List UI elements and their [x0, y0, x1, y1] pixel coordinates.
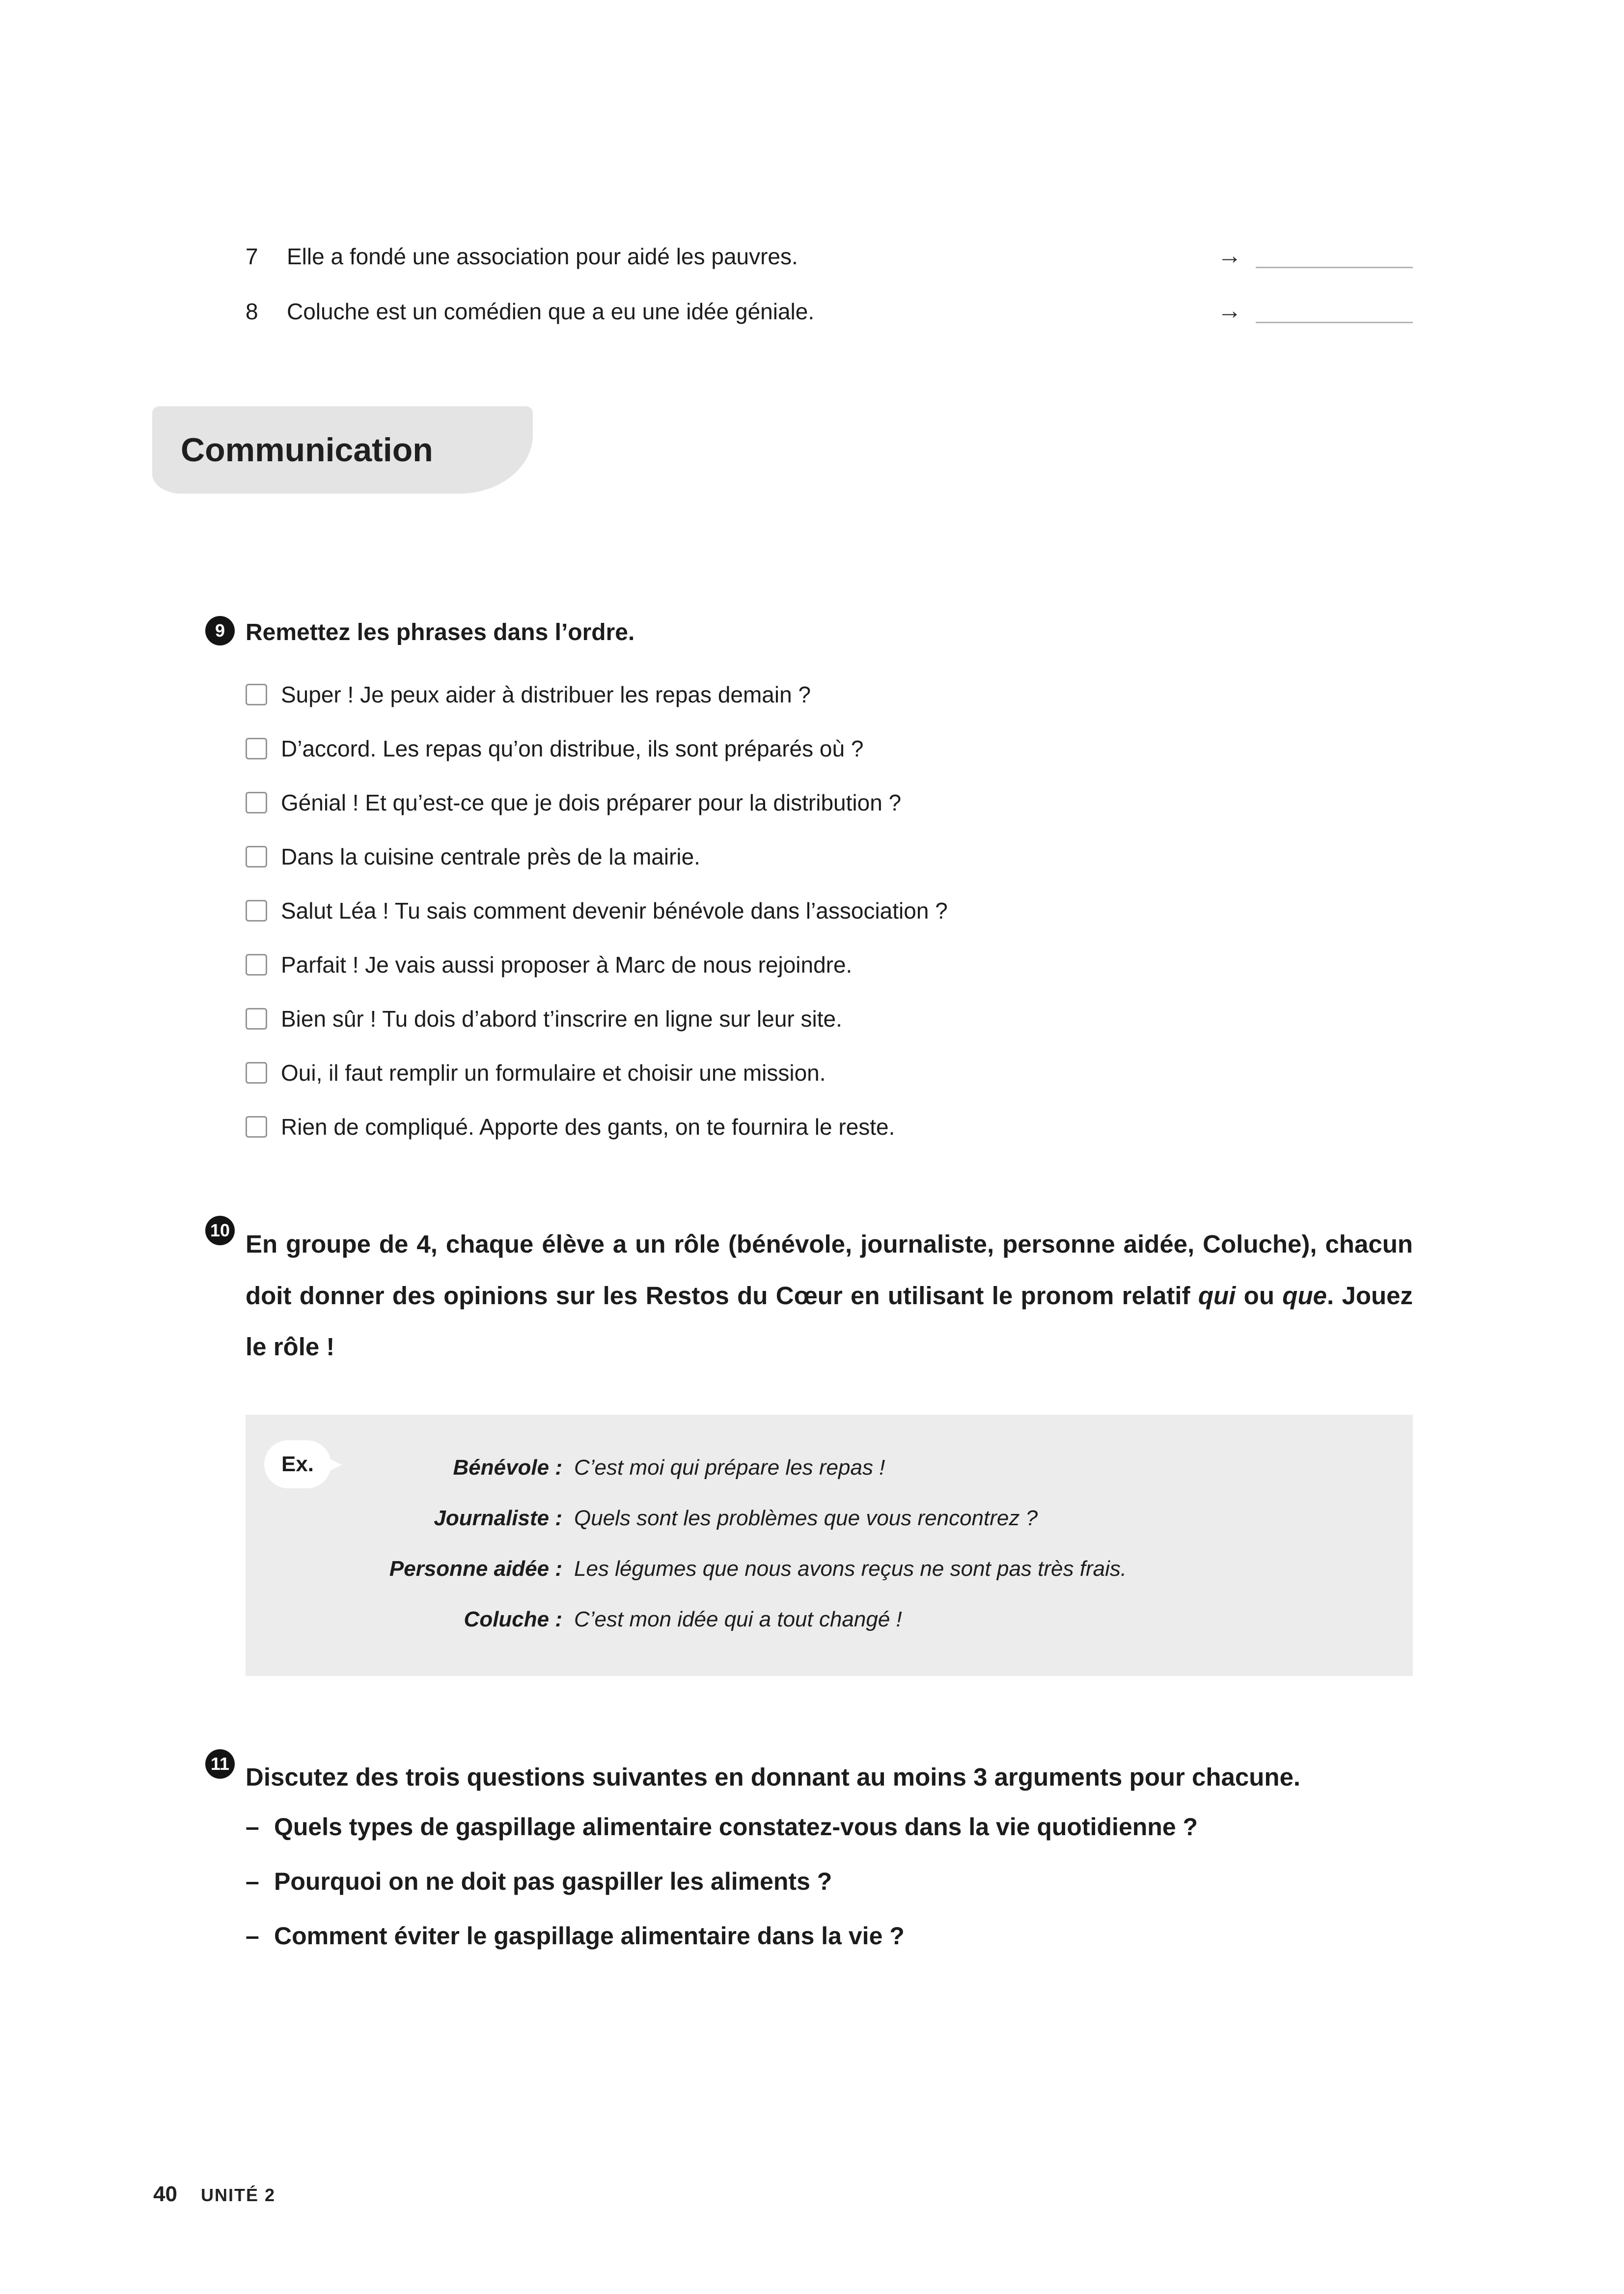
checkbox-item: [246, 843, 1413, 870]
exercise-instruction: [246, 1219, 1413, 1373]
exercise-10: [210, 1219, 1413, 1676]
order-checkbox: [246, 1116, 267, 1138]
question-item: [246, 1866, 1413, 1898]
item-text: Bien sûr ! Tu dois d’abord t’inscrire en ligne sur leur site.: [281, 1006, 842, 1032]
instruction-text: En groupe de 4, chaque élève a un rôle (bénévole, journaliste, personne aidée, Coluche), chacun doit donner des opinions sur les Restos du Cœur en utilisant le pronom relatif: [246, 1230, 1413, 1310]
exercise-number-badge: 11: [205, 1749, 235, 1779]
example-label: Ex.: [264, 1440, 331, 1488]
question-text: Pourquoi on ne doit pas gaspiller les aliments ?: [274, 1867, 832, 1895]
order-checkbox: [246, 684, 267, 705]
instruction-text: . Jouez le rôle !: [246, 1281, 1413, 1361]
question-list: [246, 1811, 1413, 1952]
checkbox-item: [246, 735, 1413, 762]
example-row: [341, 1454, 1383, 1481]
checkbox-list: [246, 681, 1413, 1140]
item-text: Génial ! Et qu’est-ce que je dois préparer pour la distribution ?: [281, 790, 902, 815]
checkbox-item: [246, 1114, 1413, 1140]
instruction-text: ou: [1236, 1281, 1283, 1310]
arrow-icon: →: [1217, 242, 1242, 269]
question-item: [246, 1811, 1413, 1843]
example-row: [341, 1555, 1383, 1582]
exercise-9: [215, 619, 1413, 1140]
role-label: Journaliste :: [434, 1506, 562, 1530]
question-item: [246, 1920, 1413, 1952]
item-text: Parfait ! Je vais aussi proposer à Marc de nous rejoindre.: [281, 952, 853, 978]
role-line: C’est mon idée qui a tout changé !: [574, 1607, 902, 1631]
role-line: C’est moi qui prépare les repas !: [574, 1455, 885, 1480]
question-dash: –: [246, 1813, 259, 1841]
order-checkbox: [246, 900, 267, 922]
exercise-instruction: Discutez des trois questions suivantes en donnant au moins 3 arguments pour chacune.: [246, 1762, 1301, 1791]
answer-blank: [1256, 267, 1413, 268]
relative-pronoun-qui: qui: [1198, 1281, 1236, 1310]
item-text: Salut Léa ! Tu sais comment devenir bénévole dans l’association ?: [281, 898, 948, 923]
checkbox-item: [246, 897, 1413, 924]
role-label: Coluche :: [464, 1607, 562, 1631]
question-text: Comment éviter le gaspillage alimentaire dans la vie ?: [274, 1922, 905, 1950]
section-banner: [152, 406, 533, 494]
exercise-number-badge: 9: [205, 616, 235, 645]
section-title: Communication: [181, 431, 433, 469]
question-text: Quels types de gaspillage alimentaire constatez-vous dans la vie quotidienne ?: [274, 1813, 1198, 1841]
question-dash: –: [246, 1867, 259, 1895]
page-number: 40: [153, 2182, 177, 2206]
checkbox-item: [246, 1006, 1413, 1032]
role-line: Quels sont les problèmes que vous rencontrez ?: [574, 1506, 1038, 1530]
unit-label: UNITÉ 2: [200, 2185, 275, 2205]
answer-blank: [1256, 322, 1413, 323]
item-8: [246, 296, 1413, 325]
order-checkbox: [246, 846, 267, 867]
role-line: Les légumes que nous avons reçus ne sont pas très frais.: [574, 1556, 1127, 1581]
checkbox-item: [246, 951, 1413, 978]
exercise-11: [210, 1752, 1413, 1952]
item-text: Elle a fondé une association pour aidé les pauvres.: [287, 243, 798, 269]
item-text: Super ! Je peux aider à distribuer les repas demain ?: [281, 682, 811, 707]
order-checkbox: [246, 792, 267, 813]
item-text: Oui, il faut remplir un formulaire et choisir une mission.: [281, 1060, 826, 1086]
item-7: [246, 241, 1413, 270]
example-row: [341, 1505, 1383, 1532]
item-number: 7: [246, 243, 258, 269]
item-text: Dans la cuisine centrale près de la mairie.: [281, 844, 700, 869]
order-checkbox: [246, 1062, 267, 1084]
role-label: Personne aidée :: [389, 1556, 562, 1581]
role-label: Bénévole :: [453, 1455, 562, 1480]
exercise-number-badge: 10: [205, 1216, 235, 1245]
order-checkbox: [246, 738, 267, 759]
checkbox-item: [246, 681, 1413, 708]
item-text: Coluche est un comédien que a eu une idée géniale.: [287, 298, 815, 324]
example-box: [246, 1415, 1413, 1676]
item-text: Rien de compliqué. Apporte des gants, on te fournira le reste.: [281, 1114, 895, 1140]
arrow-icon: →: [1217, 297, 1242, 324]
exercise-title: Remettez les phrases dans l’ordre.: [246, 619, 635, 645]
example-row: [341, 1606, 1383, 1633]
order-checkbox: [246, 1008, 267, 1030]
checkbox-item: [246, 789, 1413, 816]
sentence-transform-list: [246, 241, 1413, 325]
question-dash: –: [246, 1922, 259, 1950]
page-footer: [153, 2182, 275, 2207]
item-number: 8: [246, 298, 258, 324]
item-text: D’accord. Les repas qu’on distribue, ils sont préparés où ?: [281, 736, 864, 761]
relative-pronoun-que: que: [1282, 1281, 1327, 1310]
order-checkbox: [246, 954, 267, 976]
checkbox-item: [246, 1060, 1413, 1086]
